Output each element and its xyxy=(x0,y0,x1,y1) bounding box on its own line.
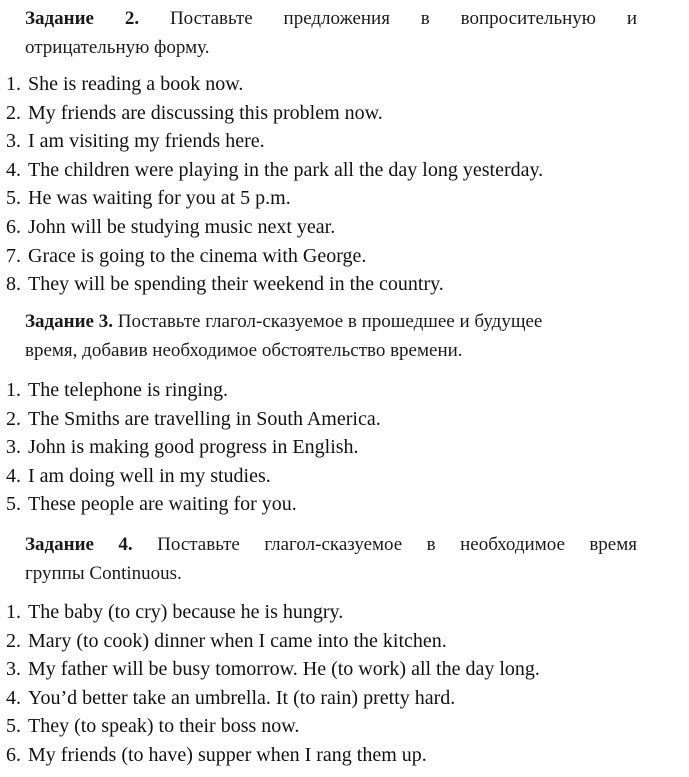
task-2-instruction-line2: отрицательную форму. xyxy=(25,37,210,58)
list-item: 5. He was waiting for you at 5 p.m. xyxy=(6,187,291,210)
task-3-heading-line1 xyxy=(25,307,637,336)
task-4-list xyxy=(6,598,540,770)
list-item: 5. They (to speak) to their boss now. xyxy=(6,715,300,738)
task-4-instruction-line2: группы Continuous. xyxy=(25,563,182,584)
task-2-number: 2. xyxy=(124,8,140,29)
list-item: 4. The children were playing in the park all the day long yesterday. xyxy=(6,158,544,181)
task-2-label: Задание xyxy=(25,8,94,29)
task-4-number: 4. xyxy=(118,534,133,555)
task-2-instruction-line1: Поставьте предложения в вопросительную и xyxy=(169,8,637,29)
list-item: 2. My friends are discussing this problem now. xyxy=(6,101,383,124)
list-item: 2. Mary (to cook) dinner when I came into the kitchen. xyxy=(6,629,447,652)
list-item: 1. The telephone is ringing. xyxy=(6,379,228,401)
list-item: 1. The baby (to cry) because he is hungry. xyxy=(6,601,344,623)
task-3-instruction-line2: время, добавив необходимое обстоятельство времени. xyxy=(25,340,463,361)
list-item: 6. John will be studying music next year. xyxy=(6,215,336,238)
task-3-list xyxy=(6,376,381,519)
task-4-heading xyxy=(25,530,637,588)
list-item: 1. She is reading a book now. xyxy=(6,73,244,95)
task-4-label: Задание xyxy=(25,534,94,555)
list-item: 6. My friends (to have) supper when I rang them up. xyxy=(6,743,427,766)
list-item: 3. My father will be busy tomorrow. He (to work) all the day long. xyxy=(6,658,540,681)
list-item: 2. The Smiths are travelling in South America. xyxy=(6,407,381,430)
task-3-label: Задание 3. xyxy=(25,311,113,332)
list-item: 3. I am visiting my friends here. xyxy=(6,130,265,153)
list-item: 8. They will be spending their weekend in the country. xyxy=(6,273,444,296)
task-2-list xyxy=(6,70,543,299)
task-4-heading-line1 xyxy=(25,530,637,559)
list-item: 7. Grace is going to the cinema with George. xyxy=(6,244,367,267)
task-3-instruction-line1: Поставьте глагол-сказуемое в прошедшее и будущее xyxy=(117,311,543,332)
task-2-heading xyxy=(25,4,637,62)
list-item: 5. These people are waiting for you. xyxy=(6,493,297,516)
task-4-instruction-line1: Поставьте глагол-сказуемое в необходимое время xyxy=(157,534,638,555)
list-item: 4. I am doing well in my studies. xyxy=(6,464,271,487)
task-2-heading-line1 xyxy=(25,4,637,33)
task-3-heading xyxy=(25,307,637,365)
list-item: 4. You’d better take an umbrella. It (to rain) pretty hard. xyxy=(6,686,456,709)
list-item: 3. John is making good progress in English. xyxy=(6,436,359,459)
